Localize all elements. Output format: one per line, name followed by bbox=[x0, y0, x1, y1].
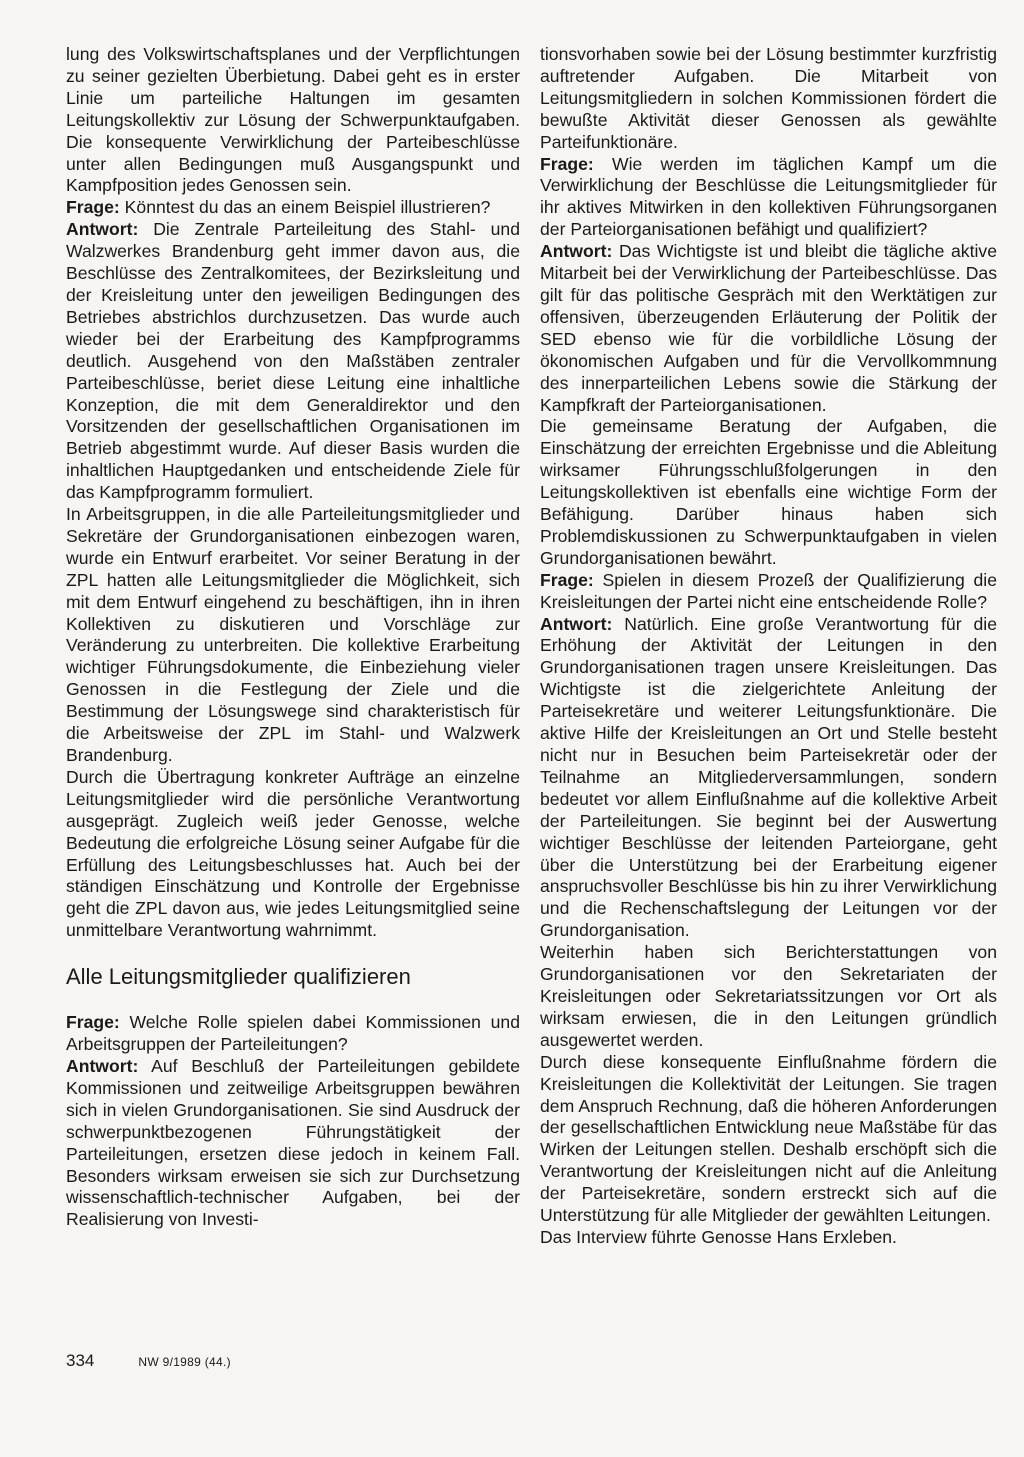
question-paragraph bbox=[66, 197, 520, 219]
answer-label: Antwort: bbox=[540, 241, 613, 262]
question-text: Könntest du das an einem Beispiel illustrieren? bbox=[119, 197, 491, 218]
section-heading: Alle Leitungsmitglieder qualifizieren bbox=[66, 964, 411, 990]
interview-credit: Das Interview führte Genosse Hans Erxleben. bbox=[540, 1226, 897, 1247]
publication-reference: NW 9/1989 (44.) bbox=[138, 1355, 231, 1369]
question-label: Frage: bbox=[540, 569, 594, 590]
question-paragraph bbox=[540, 570, 997, 614]
question-label: Frage: bbox=[540, 153, 594, 174]
right-column bbox=[540, 44, 997, 1249]
page-footer bbox=[66, 1351, 231, 1371]
answer-label: Antwort: bbox=[66, 1055, 139, 1076]
answer-text: Natürlich. Eine große Verantwortung für die Erhöhung der Aktivität der Leitungen in den Grundorganisationen tragen unsere Kreisleitungen. Das Wichtigste ist die zielgerichtete Anleitung der Parteisekretäre und weiterer Leitungsfunktionäre. Die aktive Hilfe der Kreisleitungen an Ort und Stelle besteht nicht nur in Besuchen beim Parteisekretär oder der Teilnahme an Mitgliederversammlungen, sondern bedeutet vor allem Einflußnahme auf die kollektive Arbeit der Parteileitungen. Sie beginnt bei der Auswertung wichtiger Beschlüsse der leitenden Parteiorgane, geht über die Unterstützung bei der Erarbeitung eigener anspruchsvoller Beschlüsse bis hin zu ihrer Verwirklichung und die Rechenschaftslegung der Leitungen vor der Grundorganisation. bbox=[540, 613, 997, 941]
answer-text: Die Zentrale Parteileitung des Stahl- und Walzwerkes Brandenburg geht immer davon aus, die Beschlüsse des Zentralkomitees, der Bezirksleitung und der Kreisleitung unter den jeweiligen Bedingungen des Betriebes abstrichlos durchzusetzen. Das wurde auch wieder bei der Erarbeitung des Kampfprogramms deutlich. Ausgehend von den Maßstäben zentraler Parteibeschlüsse, beriet diese Leitung eine inhaltliche Konzeption, die mit dem Generaldirektor und den Vorsitzenden der gesellschaftlichen Organisationen im Betrieb abgestimmt wurde. Auf dieser Basis wurden die inhaltlichen Hauptgedanken und entscheidende Ziele für das Kampfprogramm formuliert. bbox=[66, 219, 520, 503]
left-column bbox=[66, 44, 520, 1231]
paragraph: tionsvorhaben sowie bei der Lösung bestimmter kurzfristig auftretender Aufgaben. Die Mitarbeit von Leitungsmitgliedern in solchen Kommissionen fördert die bewußte Aktivität dieser Genossen als gewählte Parteifunktionäre. bbox=[540, 44, 997, 152]
question-label: Frage: bbox=[66, 197, 120, 218]
question-paragraph bbox=[66, 1012, 520, 1056]
question-text: Spielen in diesem Prozeß der Qualifizierung die Kreisleitungen der Partei nicht eine entscheidende Rolle? bbox=[540, 569, 997, 612]
paragraph: Die gemeinsame Beratung der Aufgaben, die Einschätzung der erreichten Ergebnisse und die Ableitung wirksamer Führungsschlußfolgerungen in den Leitungskollektiven ist ebenfalls eine wichtige Form der Befähigung. Darüber hinaus haben sich Problemdiskussionen zu Schwerpunktaufgaben in vielen Grundorganisationen bewährt. bbox=[540, 416, 997, 568]
answer-paragraph bbox=[540, 614, 997, 943]
question-label: Frage: bbox=[66, 1012, 120, 1033]
paragraph: lung des Volkswirtschaftsplanes und der Verpflichtungen zu seiner gezielten Überbietung. Dabei geht es in erster Linie um parteiliche Haltungen im gesamten Leitungskollektiv zur Lösung der Schwerpunktaufgaben. Die konsequente Verwirklichung der Parteibeschlüsse unter allen Bedingungen muß Ausgangspunkt und Kampfposition jedes Genossen sein. bbox=[66, 44, 520, 196]
question-text: Wie werden im täglichen Kampf um die Verwirklichung der Beschlüsse die Leitungsmitglieder für ihr aktives Mitwirken in den kollektiven Führungsorganen der Parteiorganisationen befähigt und qualifiziert? bbox=[540, 153, 997, 240]
paragraph: In Arbeitsgruppen, in die alle Parteileitungsmitglieder und Sekretäre der Grundorganisationen einbezogen waren, wurde ein Entwurf erarbeitet. Vor seiner Beratung in der ZPL hatten alle Leitungsmitglieder die Möglichkeit, sich mit dem Entwurf eingehend zu beschäftigen, ihn in ihren Kollektiven zu diskutieren und Vorschläge zur Veränderung zu unterbreiten. Die kollektive Erarbeitung wichtiger Führungsdokumente, die Einbeziehung vieler Genossen in die Festlegung der Ziele und die Bestimmung der Lösungswege sind charakteristisch für die Arbeitsweise der ZPL im Stahl- und Walzwerk Brandenburg. bbox=[66, 504, 520, 765]
question-text: Welche Rolle spielen dabei Kommissionen und Arbeitsgruppen der Parteileitungen? bbox=[66, 1012, 520, 1055]
answer-paragraph bbox=[540, 241, 997, 416]
answer-paragraph bbox=[66, 1056, 520, 1231]
answer-label: Antwort: bbox=[540, 613, 613, 634]
paragraph: Weiterhin haben sich Berichterstattungen von Grundorganisationen vor den Sekretariaten der Kreisleitungen oder Sekretariatssitzungen vor Ort als wirksam erwiesen, die in den Leitungen gründlich ausgewertet werden. bbox=[540, 942, 997, 1050]
question-paragraph bbox=[540, 154, 997, 242]
page-number: 334 bbox=[66, 1351, 95, 1370]
answer-text: Das Wichtigste ist und bleibt die tägliche aktive Mitarbeit bei der Verwirklichung der Parteibeschlüsse. Das gilt für das politische Gespräch mit den Werktätigen zur offensiven, überzeugenden Erläuterung der Politik der SED ebenso wie für die vorbildliche Lösung der ökonomischen Aufgaben und für die Vervollkommnung des innerparteilichen Lebens sowie die Stärkung der Kampfkraft der Parteiorganisationen. bbox=[540, 241, 997, 415]
answer-text: Auf Beschluß der Parteileitungen gebildete Kommissionen und zeitweilige Arbeitsgruppen bewähren sich in vielen Grundorganisationen. Sie sind Ausdruck der schwerpunktbezogenen Führungstätigkeit der Parteileitungen, ersetzen diese jedoch in keinem Fall. Besonders wirksam erweisen sie sich zur Durchsetzung wissenschaftlich-technischer Aufgaben, bei der Realisierung von Investi- bbox=[66, 1055, 520, 1230]
paragraph: Durch die Übertragung konkreter Aufträge an einzelne Leitungsmitglieder wird die persönliche Verantwortung ausgeprägt. Zugleich weiß jeder Genosse, welche Bedeutung die erfolgreiche Lösung seiner Aufgabe für die Erfüllung des Leitungsbeschlusses hat. Auch bei der ständigen Einschätzung und Kontrolle der Ergebnisse geht die ZPL davon aus, wie jedes Leitungsmitglied seine unmittelbare Verantwortung wahrnimmt. bbox=[66, 766, 520, 941]
answer-paragraph bbox=[66, 219, 520, 504]
answer-label: Antwort: bbox=[66, 219, 139, 240]
paragraph: Durch diese konsequente Einflußnahme fördern die Kreisleitungen die Kollektivität der Leitungen. Sie tragen dem Anspruch Rechnung, daß die höheren Anforderungen der gesellschaftlichen Entwicklung neue Maßstäbe für das Wirken der Leitungen stellen. Deshalb erschöpft sich die Verantwortung der Kreisleitungen nicht auf die Anleitung der Parteisekretäre, sondern erstreckt sich auf die Unterstützung für alle Mitglieder der gewählten Leitungen. bbox=[540, 1051, 997, 1226]
